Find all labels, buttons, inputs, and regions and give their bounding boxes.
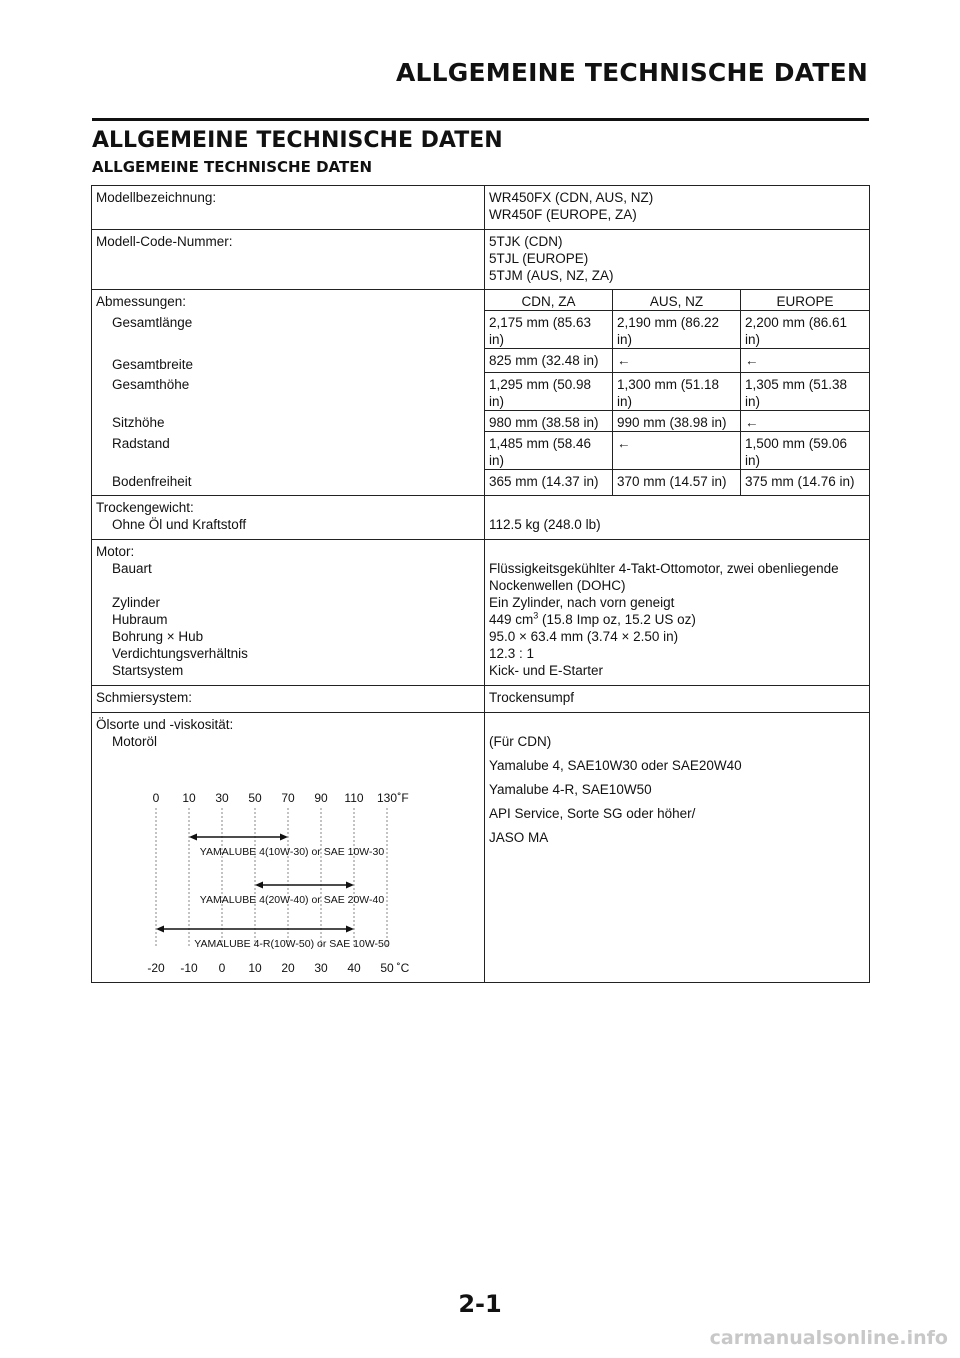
dimensions-row-label: Gesamthöhe <box>92 373 485 411</box>
dimensions-cell: 1,485 mm (58.46 in) <box>485 432 613 470</box>
chart-range-arrow-left <box>156 925 164 932</box>
dimensions-row-label: Radstand <box>92 432 485 470</box>
oil-viscosity-chart <box>142 750 442 982</box>
dimensions-cell: 1,295 mm (50.98 in) <box>485 373 613 411</box>
chart-range-arrow-right <box>280 833 288 840</box>
header-rule <box>92 118 869 121</box>
weight-label: Trockengewicht: <box>92 495 485 516</box>
engine-compression-value: 12.3 : 1 <box>485 645 870 662</box>
chart-top-tick-label: 10 <box>182 790 196 805</box>
weight-row <box>92 495 870 516</box>
dimensions-col-1: CDN, ZA <box>485 290 613 311</box>
engine-cylinder-value: Ein Zylinder, nach vorn geneigt <box>485 594 870 611</box>
dimensions-cell: ← <box>613 349 741 373</box>
engine-compression-label: Verdichtungsverhältnis <box>92 645 485 662</box>
dimensions-row-label: Gesamtbreite <box>92 349 485 373</box>
engine-starter-label: Startsystem <box>92 662 485 679</box>
code-row <box>92 230 870 251</box>
spec-table <box>91 185 870 983</box>
chart-series-label: YAMALUBE 4(10W-30) or SAE 10W-30 <box>199 845 385 858</box>
chart-top-unit: ˚F <box>397 790 409 805</box>
weight-sub-label: Ohne Öl und Kraftstoff <box>92 516 485 533</box>
dimensions-cell: 1,305 mm (51.38 in) <box>741 373 870 411</box>
engine-displacement-label: Hubraum <box>92 611 485 628</box>
oil-value-2: Yamalube 4, SAE10W30 oder SAE20W40 <box>489 757 742 773</box>
lubrication-value: Trockensumpf <box>485 685 870 712</box>
chart-bottom-unit: ˚C <box>396 960 410 975</box>
engine-bore-value: 95.0 × 63.4 mm (3.74 × 2.50 in) <box>485 628 870 645</box>
engine-displacement-value <box>485 611 870 628</box>
dimensions-row <box>92 432 870 470</box>
dimensions-cell: ← <box>741 349 870 373</box>
chart-bottom-tick-label: 50 <box>380 960 394 975</box>
dimensions-row <box>92 311 870 349</box>
page-header-title: ALLGEMEINE TECHNISCHE DATEN <box>395 58 868 87</box>
dimensions-cell: 370 mm (14.57 in) <box>613 470 741 496</box>
chart-bottom-tick-label: 10 <box>248 960 262 975</box>
model-value-2: WR450F (EUROPE, ZA) <box>485 206 870 223</box>
chart-range-arrow-left <box>189 833 197 840</box>
code-label: Modell-Code-Nummer: <box>92 230 485 251</box>
oil-value-4: API Service, Sorte SG oder höher/ <box>489 805 696 821</box>
dimensions-cell: 1,500 mm (59.06 in) <box>741 432 870 470</box>
oil-row <box>92 712 870 733</box>
oil-sub-label: Motoröl <box>92 733 485 750</box>
dimensions-cell: 990 mm (38.98 in) <box>613 411 741 432</box>
displacement-rest: (15.8 Imp oz, 15.2 US oz) <box>538 611 696 627</box>
dimensions-row <box>92 349 870 373</box>
dimensions-cell: ← <box>741 411 870 432</box>
dimensions-row-label: Bodenfreiheit <box>92 470 485 496</box>
model-value-1: WR450FX (CDN, AUS, NZ) <box>485 186 870 207</box>
dimensions-cell: 825 mm (32.48 in) <box>485 349 613 373</box>
chart-series-label: YAMALUBE 4(20W-40) or SAE 20W-40 <box>199 893 385 906</box>
model-label: Modellbezeichnung: <box>92 186 485 207</box>
dimensions-col-2: AUS, NZ <box>613 290 741 311</box>
code-value-2: 5TJL (EUROPE) <box>485 250 870 267</box>
oil-values-cell <box>485 750 870 983</box>
dimensions-col-3: EUROPE <box>741 290 870 311</box>
oil-value-3: Yamalube 4-R, SAE10W50 <box>489 781 652 797</box>
section-title: ALLGEMEINE TECHNISCHE DATEN <box>92 128 503 153</box>
dimensions-row <box>92 373 870 411</box>
dimensions-cell: 2,190 mm (86.22 in) <box>613 311 741 349</box>
chart-top-tick-label: 50 <box>248 790 262 805</box>
engine-row <box>92 539 870 560</box>
dimensions-row <box>92 470 870 496</box>
dimensions-cell: 375 mm (14.76 in) <box>741 470 870 496</box>
model-row <box>92 186 870 207</box>
chart-range-arrow-right <box>346 925 354 932</box>
engine-label: Motor: <box>92 539 485 560</box>
oil-chart-cell <box>92 750 485 983</box>
displacement-main: 449 cm <box>489 611 534 627</box>
chart-top-tick-label: 130 <box>376 790 398 805</box>
chart-top-tick-label: 70 <box>281 790 295 805</box>
engine-starter-value: Kick- und E-Starter <box>485 662 870 679</box>
dimensions-cell: ← <box>613 432 741 470</box>
page-number: 2-1 <box>458 1290 502 1318</box>
oil-value-5: JASO MA <box>489 829 549 845</box>
code-value-3: 5TJM (AUS, NZ, ZA) <box>485 267 870 284</box>
lubrication-row <box>92 685 870 712</box>
chart-series-label: YAMALUBE 4-R(10W-50) or SAE 10W-50 <box>194 937 390 950</box>
dimensions-row <box>92 411 870 432</box>
chart-bottom-tick-label: 20 <box>281 960 295 975</box>
oil-value-1: (Für CDN) <box>485 733 870 750</box>
chart-bottom-tick-label: 40 <box>347 960 361 975</box>
chart-top-tick-label: 0 <box>152 790 160 805</box>
dimensions-cell: 980 mm (38.58 in) <box>485 411 613 432</box>
chart-top-tick-label: 90 <box>314 790 328 805</box>
chart-range-arrow-right <box>346 881 354 888</box>
dimensions-row-label: Sitzhöhe <box>92 411 485 432</box>
chart-bottom-tick-label: 0 <box>218 960 226 975</box>
dimensions-cell: 365 mm (14.37 in) <box>485 470 613 496</box>
dimensions-header-row <box>92 290 870 311</box>
chart-top-tick-label: 30 <box>215 790 229 805</box>
dimensions-label: Abmessungen: <box>92 290 485 311</box>
chart-top-tick-label: 110 <box>344 790 364 805</box>
engine-bore-label: Bohrung × Hub <box>92 628 485 645</box>
engine-type-label: Bauart <box>92 560 485 594</box>
lubrication-label: Schmiersystem: <box>92 685 485 712</box>
chart-bottom-tick-label: 30 <box>314 960 328 975</box>
dimensions-cell: 1,300 mm (51.18 in) <box>613 373 741 411</box>
engine-cylinder-label: Zylinder <box>92 594 485 611</box>
watermark: carmanualsonline.info <box>709 1327 948 1349</box>
chart-bottom-tick-label: -10 <box>180 960 198 975</box>
displacement-sup: 3 <box>533 610 539 620</box>
code-value-1: 5TJK (CDN) <box>485 230 870 251</box>
section-subtitle: ALLGEMEINE TECHNISCHE DATEN <box>92 158 372 176</box>
weight-value: 112.5 kg (248.0 lb) <box>485 516 870 533</box>
chart-bottom-tick-label: -20 <box>147 960 165 975</box>
chart-range-arrow-left <box>255 881 263 888</box>
dimensions-cell: 2,175 mm (85.63 in) <box>485 311 613 349</box>
engine-type-value: Flüssigkeitsgekühlter 4-Takt-Ottomotor, zwei obenliegende Nockenwellen (DOHC) <box>485 560 870 594</box>
oil-label: Ölsorte und -viskosität: <box>92 712 485 733</box>
dimensions-row-label: Gesamtlänge <box>92 311 485 349</box>
dimensions-cell: 2,200 mm (86.61 in) <box>741 311 870 349</box>
